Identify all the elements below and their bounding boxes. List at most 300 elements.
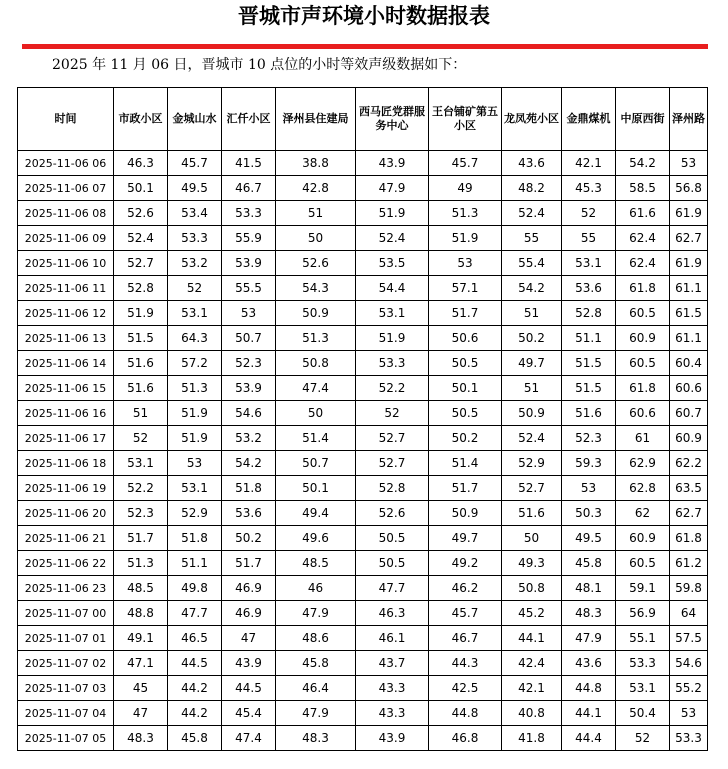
noise-value-cell: 62.8	[616, 476, 670, 501]
noise-value-cell: 46.9	[222, 601, 276, 626]
noise-value-cell: 61.9	[670, 251, 708, 276]
noise-value-cell: 60.9	[616, 526, 670, 551]
noise-value-cell: 52.8	[114, 276, 168, 301]
noise-value-cell: 61.2	[670, 551, 708, 576]
noise-value-cell: 53.3	[222, 201, 276, 226]
noise-value-cell: 53.3	[168, 226, 222, 251]
noise-value-cell: 51.6	[502, 501, 562, 526]
noise-value-cell: 52.7	[502, 476, 562, 501]
noise-value-cell: 61.8	[670, 526, 708, 551]
noise-value-cell: 49.3	[502, 551, 562, 576]
noise-value-cell: 64	[670, 601, 708, 626]
noise-value-cell: 52.2	[356, 376, 429, 401]
noise-value-cell: 59.1	[616, 576, 670, 601]
table-row	[18, 726, 708, 751]
noise-value-cell: 51.6	[562, 401, 616, 426]
title-divider	[22, 44, 708, 49]
noise-value-cell: 50.9	[502, 401, 562, 426]
column-header-station: 汇仟小区	[222, 88, 276, 151]
noise-value-cell: 53.1	[616, 676, 670, 701]
noise-value-cell: 63.5	[670, 476, 708, 501]
noise-value-cell: 51	[502, 301, 562, 326]
noise-value-cell: 47.4	[276, 376, 356, 401]
noise-value-cell: 51.9	[429, 226, 502, 251]
noise-value-cell: 48.8	[114, 601, 168, 626]
noise-value-cell: 56.8	[670, 176, 708, 201]
noise-value-cell: 44.1	[502, 626, 562, 651]
noise-value-cell: 51.3	[429, 201, 502, 226]
noise-value-cell: 45.3	[562, 176, 616, 201]
noise-value-cell: 42.5	[429, 676, 502, 701]
noise-value-cell: 53	[562, 476, 616, 501]
noise-value-cell: 50	[276, 401, 356, 426]
time-cell: 2025-11-07 02	[18, 651, 114, 676]
noise-value-cell: 55.1	[616, 626, 670, 651]
noise-value-cell: 40.8	[502, 701, 562, 726]
noise-value-cell: 45.7	[429, 151, 502, 176]
noise-value-cell: 51.7	[114, 526, 168, 551]
noise-value-cell: 50.9	[429, 501, 502, 526]
noise-value-cell: 52.7	[356, 451, 429, 476]
table-row	[18, 626, 708, 651]
table-row	[18, 501, 708, 526]
noise-value-cell: 62.7	[670, 501, 708, 526]
noise-value-cell: 49.4	[276, 501, 356, 526]
noise-value-cell: 53.2	[168, 251, 222, 276]
table-row	[18, 176, 708, 201]
noise-value-cell: 62	[616, 501, 670, 526]
noise-value-cell: 50.1	[276, 476, 356, 501]
noise-value-cell: 51.5	[114, 326, 168, 351]
noise-value-cell: 51.9	[356, 326, 429, 351]
noise-value-cell: 49.6	[276, 526, 356, 551]
table-row	[18, 351, 708, 376]
noise-value-cell: 55.5	[222, 276, 276, 301]
noise-value-cell: 50.2	[429, 426, 502, 451]
noise-value-cell: 45.8	[168, 726, 222, 751]
noise-value-cell: 53.5	[356, 251, 429, 276]
table-row	[18, 551, 708, 576]
noise-value-cell: 41.8	[502, 726, 562, 751]
noise-value-cell: 54.4	[356, 276, 429, 301]
table-row	[18, 376, 708, 401]
noise-value-cell: 51.3	[276, 326, 356, 351]
table-row	[18, 576, 708, 601]
noise-value-cell: 44.2	[168, 676, 222, 701]
noise-value-cell: 60.9	[616, 326, 670, 351]
table-row	[18, 201, 708, 226]
noise-value-cell: 52.8	[356, 476, 429, 501]
time-cell: 2025-11-06 07	[18, 176, 114, 201]
noise-value-cell: 54.3	[276, 276, 356, 301]
time-cell: 2025-11-06 21	[18, 526, 114, 551]
noise-value-cell: 38.8	[276, 151, 356, 176]
noise-value-cell: 51.4	[429, 451, 502, 476]
noise-value-cell: 53.1	[114, 451, 168, 476]
table-row	[18, 401, 708, 426]
noise-value-cell: 51.7	[429, 301, 502, 326]
noise-value-cell: 52.8	[562, 301, 616, 326]
time-cell: 2025-11-06 18	[18, 451, 114, 476]
noise-value-cell: 51	[114, 401, 168, 426]
noise-value-cell: 61	[616, 426, 670, 451]
noise-value-cell: 52.3	[114, 501, 168, 526]
table-row	[18, 276, 708, 301]
time-cell: 2025-11-06 15	[18, 376, 114, 401]
noise-value-cell: 50.7	[276, 451, 356, 476]
noise-value-cell: 45.7	[429, 601, 502, 626]
noise-value-cell: 60.5	[616, 351, 670, 376]
noise-value-cell: 54.2	[502, 276, 562, 301]
noise-value-cell: 61.1	[670, 276, 708, 301]
noise-value-cell: 53	[168, 451, 222, 476]
time-cell: 2025-11-06 17	[18, 426, 114, 451]
noise-value-cell: 43.9	[356, 726, 429, 751]
time-cell: 2025-11-06 12	[18, 301, 114, 326]
noise-value-cell: 53	[670, 151, 708, 176]
noise-value-cell: 60.5	[616, 301, 670, 326]
time-cell: 2025-11-07 01	[18, 626, 114, 651]
table-row	[18, 526, 708, 551]
noise-value-cell: 50.5	[356, 526, 429, 551]
table-row	[18, 301, 708, 326]
noise-value-cell: 59.3	[562, 451, 616, 476]
noise-value-cell: 53.1	[168, 476, 222, 501]
noise-value-cell: 59.8	[670, 576, 708, 601]
table-row	[18, 451, 708, 476]
time-cell: 2025-11-07 05	[18, 726, 114, 751]
column-header-station: 泽州县住建局	[276, 88, 356, 151]
noise-value-cell: 48.1	[562, 576, 616, 601]
noise-value-cell: 47	[114, 701, 168, 726]
noise-value-cell: 52.9	[168, 501, 222, 526]
noise-value-cell: 51.8	[168, 526, 222, 551]
noise-value-cell: 47.9	[356, 176, 429, 201]
time-cell: 2025-11-06 22	[18, 551, 114, 576]
noise-value-cell: 43.3	[356, 676, 429, 701]
noise-value-cell: 47.7	[168, 601, 222, 626]
noise-value-cell: 48.5	[276, 551, 356, 576]
noise-value-cell: 45.8	[276, 651, 356, 676]
noise-value-cell: 52.6	[356, 501, 429, 526]
noise-value-cell: 51	[276, 201, 356, 226]
noise-value-cell: 50.2	[502, 326, 562, 351]
noise-value-cell: 61.5	[670, 301, 708, 326]
noise-value-cell: 46.1	[356, 626, 429, 651]
noise-value-cell: 44.5	[168, 651, 222, 676]
time-cell: 2025-11-06 16	[18, 401, 114, 426]
noise-value-cell: 51	[502, 376, 562, 401]
noise-value-cell: 60.5	[616, 551, 670, 576]
noise-value-cell: 53.4	[168, 201, 222, 226]
noise-value-cell: 54.6	[670, 651, 708, 676]
noise-value-cell: 42.4	[502, 651, 562, 676]
noise-value-cell: 52	[562, 201, 616, 226]
noise-value-cell: 51.5	[562, 351, 616, 376]
noise-value-cell: 52.3	[562, 426, 616, 451]
column-header-station: 龙凤苑小区	[502, 88, 562, 151]
noise-value-cell: 51.7	[429, 476, 502, 501]
noise-value-cell: 62.2	[670, 451, 708, 476]
noise-value-cell: 49.8	[168, 576, 222, 601]
noise-value-cell: 52	[168, 276, 222, 301]
noise-value-cell: 52.7	[114, 251, 168, 276]
noise-value-cell: 61.9	[670, 201, 708, 226]
report-intro: 2025 年 11 月 06 日，晋城市 10 点位的小时等效声级数据如下：	[52, 57, 467, 73]
table-row	[18, 651, 708, 676]
table-row	[18, 426, 708, 451]
noise-value-cell: 49.5	[168, 176, 222, 201]
noise-value-cell: 62.4	[616, 251, 670, 276]
noise-value-cell: 42.1	[562, 151, 616, 176]
noise-value-cell: 43.6	[502, 151, 562, 176]
noise-value-cell: 64.3	[168, 326, 222, 351]
noise-value-cell: 50.6	[429, 326, 502, 351]
column-header-station: 金城山水	[168, 88, 222, 151]
noise-value-cell: 55	[562, 226, 616, 251]
column-header-time: 时间	[18, 88, 114, 151]
noise-value-cell: 60.6	[670, 376, 708, 401]
time-cell: 2025-11-07 00	[18, 601, 114, 626]
noise-value-cell: 55.4	[502, 251, 562, 276]
table-row	[18, 326, 708, 351]
noise-value-cell: 51.9	[356, 201, 429, 226]
noise-value-cell: 46.4	[276, 676, 356, 701]
noise-value-cell: 51.5	[562, 376, 616, 401]
noise-value-cell: 54.2	[616, 151, 670, 176]
table-body	[18, 151, 708, 751]
table-row	[18, 676, 708, 701]
noise-value-cell: 50.9	[276, 301, 356, 326]
noise-value-cell: 53.2	[222, 426, 276, 451]
noise-value-cell: 53.3	[670, 726, 708, 751]
noise-value-cell: 44.4	[562, 726, 616, 751]
table-row	[18, 601, 708, 626]
noise-value-cell: 53.3	[616, 651, 670, 676]
noise-value-cell: 53.6	[562, 276, 616, 301]
noise-value-cell: 47.7	[356, 576, 429, 601]
noise-value-cell: 51.1	[562, 326, 616, 351]
noise-value-cell: 52.6	[114, 201, 168, 226]
noise-value-cell: 52.4	[356, 226, 429, 251]
noise-value-cell: 46.7	[222, 176, 276, 201]
noise-value-cell: 51.9	[168, 401, 222, 426]
table-row	[18, 476, 708, 501]
noise-value-cell: 52	[114, 426, 168, 451]
noise-value-cell: 60.7	[670, 401, 708, 426]
noise-value-cell: 48.3	[562, 601, 616, 626]
noise-value-cell: 61.8	[616, 276, 670, 301]
noise-value-cell: 50.5	[429, 401, 502, 426]
noise-value-cell: 62.4	[616, 226, 670, 251]
noise-value-cell: 52.3	[222, 351, 276, 376]
noise-value-cell: 47	[222, 626, 276, 651]
time-cell: 2025-11-06 10	[18, 251, 114, 276]
noise-value-cell: 47.9	[276, 701, 356, 726]
noise-value-cell: 47.9	[562, 626, 616, 651]
noise-value-cell: 51.4	[276, 426, 356, 451]
noise-value-cell: 45	[114, 676, 168, 701]
noise-value-cell: 49.1	[114, 626, 168, 651]
noise-value-cell: 50.1	[114, 176, 168, 201]
time-cell: 2025-11-06 23	[18, 576, 114, 601]
noise-value-cell: 49.5	[562, 526, 616, 551]
column-header-station: 市政小区	[114, 88, 168, 151]
noise-value-cell: 52	[356, 401, 429, 426]
report-title: 晋城市声环境小时数据报表	[238, 4, 490, 28]
noise-value-cell: 44.5	[222, 676, 276, 701]
time-cell: 2025-11-06 11	[18, 276, 114, 301]
time-cell: 2025-11-06 06	[18, 151, 114, 176]
column-header-station: 金鼎煤机	[562, 88, 616, 151]
noise-value-cell: 50.3	[562, 501, 616, 526]
noise-value-cell: 50	[502, 526, 562, 551]
noise-data-table	[17, 87, 708, 751]
noise-value-cell: 50.5	[356, 551, 429, 576]
noise-value-cell: 49.2	[429, 551, 502, 576]
table-row	[18, 701, 708, 726]
noise-value-cell: 50.8	[502, 576, 562, 601]
noise-value-cell: 42.1	[502, 676, 562, 701]
noise-value-cell: 43.9	[222, 651, 276, 676]
column-header-station: 泽州路	[670, 88, 708, 151]
time-cell: 2025-11-06 14	[18, 351, 114, 376]
noise-value-cell: 48.5	[114, 576, 168, 601]
noise-value-cell: 51.9	[114, 301, 168, 326]
table-row	[18, 251, 708, 276]
noise-value-cell: 47.1	[114, 651, 168, 676]
column-header-station: 王台铺矿第五小区	[429, 88, 502, 151]
noise-value-cell: 49	[429, 176, 502, 201]
noise-value-cell: 44.3	[429, 651, 502, 676]
noise-value-cell: 51.1	[168, 551, 222, 576]
noise-value-cell: 50.7	[222, 326, 276, 351]
noise-value-cell: 57.2	[168, 351, 222, 376]
noise-value-cell: 44.2	[168, 701, 222, 726]
noise-value-cell: 53	[222, 301, 276, 326]
noise-value-cell: 48.3	[114, 726, 168, 751]
noise-value-cell: 52.2	[114, 476, 168, 501]
noise-value-cell: 51.6	[114, 376, 168, 401]
noise-value-cell: 46.5	[168, 626, 222, 651]
noise-value-cell: 58.5	[616, 176, 670, 201]
noise-value-cell: 53.6	[222, 501, 276, 526]
noise-value-cell: 44.8	[562, 676, 616, 701]
noise-value-cell: 61.1	[670, 326, 708, 351]
noise-value-cell: 52.4	[502, 426, 562, 451]
noise-value-cell: 43.9	[356, 151, 429, 176]
time-cell: 2025-11-06 20	[18, 501, 114, 526]
time-cell: 2025-11-07 03	[18, 676, 114, 701]
noise-value-cell: 50.5	[429, 351, 502, 376]
noise-value-cell: 55.9	[222, 226, 276, 251]
noise-value-cell: 53.1	[356, 301, 429, 326]
noise-value-cell: 46.3	[356, 601, 429, 626]
time-cell: 2025-11-06 08	[18, 201, 114, 226]
column-header-station: 西马匠党群服务中心	[356, 88, 429, 151]
noise-value-cell: 44.1	[562, 701, 616, 726]
noise-value-cell: 55	[502, 226, 562, 251]
noise-value-cell: 45.7	[168, 151, 222, 176]
noise-value-cell: 46.8	[429, 726, 502, 751]
noise-value-cell: 52	[616, 726, 670, 751]
noise-value-cell: 46.9	[222, 576, 276, 601]
noise-value-cell: 51.7	[222, 551, 276, 576]
noise-value-cell: 43.3	[356, 701, 429, 726]
noise-value-cell: 47.4	[222, 726, 276, 751]
noise-value-cell: 50.4	[616, 701, 670, 726]
noise-value-cell: 53	[670, 701, 708, 726]
noise-value-cell: 61.8	[616, 376, 670, 401]
noise-value-cell: 50.2	[222, 526, 276, 551]
noise-value-cell: 53.9	[222, 251, 276, 276]
noise-value-cell: 61.6	[616, 201, 670, 226]
noise-value-cell: 53.1	[168, 301, 222, 326]
table-header-row	[18, 88, 708, 151]
table-row	[18, 151, 708, 176]
noise-value-cell: 53.1	[562, 251, 616, 276]
noise-value-cell: 51.9	[168, 426, 222, 451]
noise-value-cell: 47.9	[276, 601, 356, 626]
noise-value-cell: 57.5	[670, 626, 708, 651]
noise-value-cell: 54.2	[222, 451, 276, 476]
time-cell: 2025-11-07 04	[18, 701, 114, 726]
noise-value-cell: 60.6	[616, 401, 670, 426]
noise-value-cell: 43.6	[562, 651, 616, 676]
noise-value-cell: 56.9	[616, 601, 670, 626]
noise-value-cell: 44.8	[429, 701, 502, 726]
noise-value-cell: 45.4	[222, 701, 276, 726]
noise-value-cell: 60.4	[670, 351, 708, 376]
noise-value-cell: 41.5	[222, 151, 276, 176]
noise-value-cell: 53.9	[222, 376, 276, 401]
noise-value-cell: 62.7	[670, 226, 708, 251]
noise-value-cell: 45.2	[502, 601, 562, 626]
noise-value-cell: 51.3	[168, 376, 222, 401]
noise-value-cell: 55.2	[670, 676, 708, 701]
time-cell: 2025-11-06 13	[18, 326, 114, 351]
noise-value-cell: 52.7	[356, 426, 429, 451]
column-header-station: 中原西街	[616, 88, 670, 151]
noise-value-cell: 51.3	[114, 551, 168, 576]
noise-value-cell: 50	[276, 226, 356, 251]
noise-value-cell: 52.4	[114, 226, 168, 251]
noise-value-cell: 60.9	[670, 426, 708, 451]
noise-value-cell: 62.9	[616, 451, 670, 476]
noise-value-cell: 57.1	[429, 276, 502, 301]
noise-value-cell: 49.7	[502, 351, 562, 376]
noise-value-cell: 48.6	[276, 626, 356, 651]
noise-value-cell: 48.3	[276, 726, 356, 751]
table-row	[18, 226, 708, 251]
noise-value-cell: 49.7	[429, 526, 502, 551]
noise-value-cell: 46	[276, 576, 356, 601]
noise-value-cell: 43.7	[356, 651, 429, 676]
noise-value-cell: 50.1	[429, 376, 502, 401]
noise-value-cell: 54.6	[222, 401, 276, 426]
noise-value-cell: 42.8	[276, 176, 356, 201]
noise-value-cell: 48.2	[502, 176, 562, 201]
noise-value-cell: 46.3	[114, 151, 168, 176]
time-cell: 2025-11-06 19	[18, 476, 114, 501]
noise-value-cell: 46.7	[429, 626, 502, 651]
noise-value-cell: 53	[429, 251, 502, 276]
noise-value-cell: 52.9	[502, 451, 562, 476]
noise-value-cell: 53.3	[356, 351, 429, 376]
noise-value-cell: 50.8	[276, 351, 356, 376]
noise-value-cell: 45.8	[562, 551, 616, 576]
noise-value-cell: 46.2	[429, 576, 502, 601]
